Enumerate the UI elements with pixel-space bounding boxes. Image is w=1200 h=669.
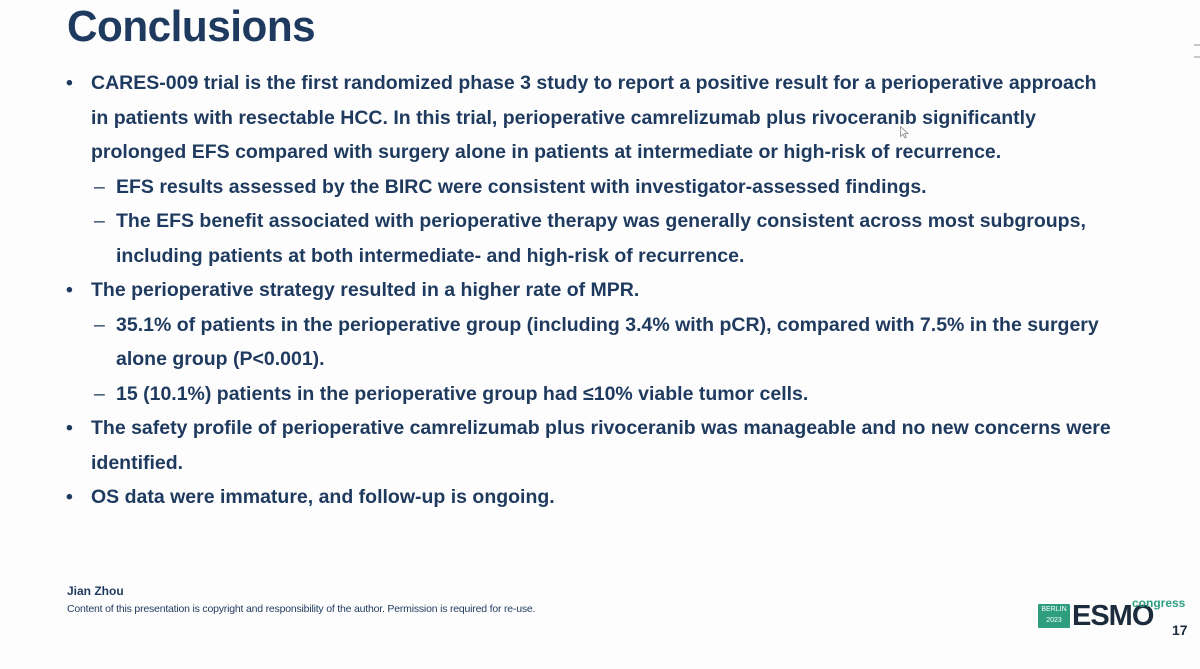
bullet-line — [66, 101, 1146, 136]
sub-bullet-text: alone group (P<0.001). — [116, 348, 325, 370]
bullet-text: OS data were immature, and follow-up is ongoing. — [91, 486, 555, 508]
sub-bullet-line — [66, 377, 1146, 412]
sub-bullet-text: 35.1% of patients in the perioperative group (including 3.4% with pCR), compared with 7.5% in the surgery — [116, 313, 1099, 336]
sub-bullet-text: 15 (10.1%) patients in the perioperative group had ≤10% viable tumor cells. — [116, 382, 809, 405]
sub-bullet-text: The EFS benefit associated with perioperative therapy was generally consistent across most subgroups, — [116, 210, 1086, 232]
sub-bullet-line — [66, 204, 1146, 239]
bullet-line — [66, 446, 1146, 481]
author-name: Jian Zhou — [67, 584, 124, 598]
bullet-text: identified. — [91, 451, 184, 474]
bullet-line — [66, 480, 1146, 515]
sub-bullet-line — [66, 239, 1146, 274]
bullet-text: CARES-009 trial is the first randomized phase 3 study to report a positive result for a perioperative approach — [91, 72, 1097, 94]
bullet-line — [66, 66, 1146, 101]
sub-bullet-line — [66, 170, 1146, 205]
bullet-marker: • — [66, 486, 73, 508]
bullet-marker: • — [66, 72, 73, 94]
bullet-text: prolonged EFS compared with surgery alone in patients at intermediate or high-risk of recurrence. — [91, 141, 1002, 163]
logo-name: ESMO — [1072, 600, 1154, 632]
sub-bullet-marker: – — [94, 175, 105, 198]
sub-bullet-marker: – — [94, 210, 105, 232]
logo-city: BERLIN — [1041, 606, 1067, 613]
copyright-notice: Content of this presentation is copyright and responsibility of the author. Permission is required for re-use. — [67, 603, 536, 615]
edge-tick-mark — [1194, 44, 1200, 46]
sub-bullet-text: EFS results assessed by the BIRC were consistent with investigator-assessed findings. — [116, 175, 927, 198]
bullet-line — [66, 411, 1146, 446]
sub-bullet-marker: – — [94, 313, 105, 336]
sub-bullet-text: including patients at both intermediate- and high-risk of recurrence. — [116, 244, 745, 267]
bullet-marker: • — [66, 279, 73, 301]
slide-title: Conclusions — [67, 2, 316, 51]
bullet-text: The safety profile of perioperative camrelizumab plus rivoceranib was manageable and no new concerns were — [91, 417, 1111, 439]
bullet-marker: • — [66, 417, 73, 439]
bullet-line — [66, 135, 1146, 170]
logo-suffix: congress — [1132, 596, 1186, 610]
sub-bullet-line — [66, 342, 1146, 377]
page-number: 17 — [1172, 622, 1188, 638]
bullet-text: in patients with resectable HCC. In this trial, perioperative camrelizumab plus rivoceranib significantly — [91, 106, 1036, 129]
edge-tick-mark — [1194, 56, 1200, 58]
mouse-pointer-icon — [900, 126, 909, 139]
logo-year: 2023 — [1046, 617, 1062, 624]
slide-body — [66, 66, 1146, 515]
sub-bullet-line — [66, 308, 1146, 343]
bullet-line — [66, 273, 1146, 308]
bullet-text: The perioperative strategy resulted in a higher rate of MPR. — [91, 279, 640, 301]
logo-city-badge — [1038, 604, 1070, 628]
sub-bullet-marker: – — [94, 382, 105, 405]
